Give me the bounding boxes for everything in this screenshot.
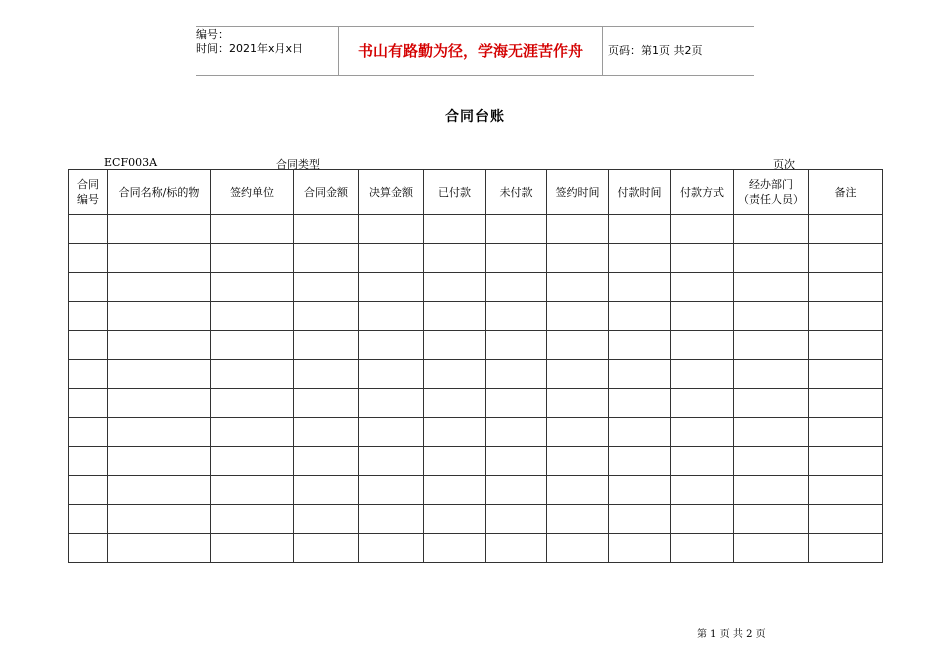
table-cell: [69, 418, 108, 447]
column-header-label: 备注: [834, 185, 857, 199]
table-cell: [734, 360, 809, 389]
table-cell: [294, 244, 359, 273]
table-cell: [294, 534, 359, 563]
table-cell: [547, 215, 609, 244]
table-cell: [211, 505, 294, 534]
table-cell: [734, 389, 809, 418]
table-cell: [211, 273, 294, 302]
column-header: [211, 170, 294, 215]
table-cell: [547, 244, 609, 273]
table-cell: [671, 418, 734, 447]
table-cell: [486, 447, 547, 476]
table-cell: [69, 389, 108, 418]
table-cell: [69, 302, 108, 331]
table-cell: [359, 505, 424, 534]
table-row: [69, 360, 883, 389]
table-cell: [547, 418, 609, 447]
table-cell: [734, 418, 809, 447]
table-row: [69, 447, 883, 476]
table-cell: [424, 418, 486, 447]
table-cell: [734, 476, 809, 505]
table-cell: [486, 331, 547, 360]
column-header-label: 付款方式: [680, 185, 724, 199]
column-header: [69, 170, 108, 215]
table-cell: [609, 534, 671, 563]
page-header: [196, 26, 754, 76]
table-cell: [809, 447, 883, 476]
table-cell: [359, 476, 424, 505]
table-cell: [294, 302, 359, 331]
table-cell: [211, 302, 294, 331]
table-cell: [609, 418, 671, 447]
table-cell: [734, 302, 809, 331]
table-cell: [294, 389, 359, 418]
column-header-label: 合同: [77, 178, 99, 191]
table-cell: [211, 215, 294, 244]
table-cell: [211, 389, 294, 418]
table-cell: [211, 244, 294, 273]
table-cell: [69, 215, 108, 244]
table-cell: [486, 534, 547, 563]
table-row: [69, 389, 883, 418]
column-header: [609, 170, 671, 215]
table-cell: [424, 302, 486, 331]
column-header: [294, 170, 359, 215]
table-cell: [486, 273, 547, 302]
table-cell: [486, 389, 547, 418]
table-cell: [211, 447, 294, 476]
column-header-label: 经办部门: [749, 178, 793, 191]
table-cell: [734, 534, 809, 563]
table-cell: [294, 331, 359, 360]
table-cell: [809, 302, 883, 331]
table-cell: [211, 418, 294, 447]
column-header: [486, 170, 547, 215]
table-cell: [108, 476, 211, 505]
table-cell: [809, 215, 883, 244]
table-cell: [424, 476, 486, 505]
table-cell: [294, 273, 359, 302]
table-row: [69, 505, 883, 534]
table-row: [69, 476, 883, 505]
column-header: [734, 170, 809, 215]
column-header: [424, 170, 486, 215]
table-cell: [359, 215, 424, 244]
table-cell: [809, 418, 883, 447]
motto-text: 书山有路勤为径，学海无涯苦作舟: [338, 27, 603, 75]
table-cell: [671, 273, 734, 302]
table-cell: [609, 215, 671, 244]
column-header-label: 签约单位: [230, 185, 274, 199]
table-row: [69, 244, 883, 273]
table-header-row: [69, 170, 883, 215]
table-cell: [424, 360, 486, 389]
table-cell: [809, 360, 883, 389]
table-cell: [294, 418, 359, 447]
table-cell: [609, 360, 671, 389]
table-cell: [69, 273, 108, 302]
table-cell: [809, 389, 883, 418]
table-cell: [547, 505, 609, 534]
table-cell: [424, 505, 486, 534]
table-cell: [359, 360, 424, 389]
table-cell: [486, 418, 547, 447]
table-cell: [108, 302, 211, 331]
contract-ledger-table: [68, 169, 883, 563]
table-cell: [294, 476, 359, 505]
column-header-label: 合同金额: [304, 185, 348, 199]
table-cell: [809, 505, 883, 534]
table-cell: [424, 389, 486, 418]
table-cell: [609, 273, 671, 302]
table-cell: [69, 447, 108, 476]
column-header-label: 合同名称/标的物: [118, 185, 200, 199]
table-cell: [671, 244, 734, 273]
table-cell: [108, 505, 211, 534]
column-header: [359, 170, 424, 215]
table-cell: [108, 331, 211, 360]
table-cell: [424, 447, 486, 476]
table-cell: [547, 273, 609, 302]
document-title: 合同台账: [445, 109, 505, 125]
table-cell: [609, 302, 671, 331]
table-cell: [486, 360, 547, 389]
header-info-cell: [196, 27, 338, 75]
table-cell: [108, 244, 211, 273]
table-cell: [809, 534, 883, 563]
table-body: [69, 215, 883, 563]
table-cell: [671, 476, 734, 505]
table-cell: [809, 273, 883, 302]
table-row: [69, 273, 883, 302]
table-cell: [69, 244, 108, 273]
page-number-label: 页次: [773, 158, 795, 171]
table-cell: [547, 447, 609, 476]
contract-type-label: 合同类型: [276, 158, 320, 171]
table-cell: [424, 215, 486, 244]
table-cell: [211, 476, 294, 505]
table-cell: [671, 302, 734, 331]
table-cell: [547, 331, 609, 360]
table-cell: [424, 273, 486, 302]
column-header: [809, 170, 883, 215]
table-cell: [359, 418, 424, 447]
table-cell: [734, 273, 809, 302]
table-cell: [547, 360, 609, 389]
table-cell: [734, 244, 809, 273]
table-cell: [609, 476, 671, 505]
table-cell: [211, 360, 294, 389]
table-row: [69, 418, 883, 447]
table-row: [69, 331, 883, 360]
column-header-label: 决算金额: [369, 185, 413, 199]
table-cell: [108, 447, 211, 476]
table-cell: [671, 331, 734, 360]
table-cell: [671, 389, 734, 418]
table-cell: [609, 447, 671, 476]
table-cell: [359, 273, 424, 302]
table-cell: [211, 534, 294, 563]
column-header-label: 已付款: [438, 185, 471, 199]
page-footer: 第 1 页 共 2 页: [697, 629, 766, 640]
table-cell: [486, 215, 547, 244]
table-cell: [734, 505, 809, 534]
table-cell: [294, 447, 359, 476]
table-cell: [69, 534, 108, 563]
table-cell: [294, 215, 359, 244]
table-cell: [671, 534, 734, 563]
table-cell: [359, 534, 424, 563]
table-cell: [69, 360, 108, 389]
table-cell: [486, 244, 547, 273]
table-cell: [547, 389, 609, 418]
table-cell: [671, 215, 734, 244]
table-cell: [671, 360, 734, 389]
table-cell: [69, 505, 108, 534]
table-row: [69, 534, 883, 563]
table-cell: [809, 244, 883, 273]
page-info: 页码：第1页 共2页: [608, 44, 703, 57]
table-cell: [486, 505, 547, 534]
form-code: ECF003A: [104, 156, 158, 169]
table-cell: [809, 331, 883, 360]
table-cell: [359, 447, 424, 476]
column-header-label: 编号: [77, 193, 99, 206]
table-cell: [108, 273, 211, 302]
time-text: 时间：2021年x月x日: [196, 42, 304, 55]
table-cell: [486, 476, 547, 505]
table-cell: [486, 302, 547, 331]
table-cell: [108, 534, 211, 563]
table-cell: [108, 215, 211, 244]
table-cell: [734, 331, 809, 360]
column-header-label: 签约时间: [555, 185, 600, 199]
table-cell: [609, 244, 671, 273]
column-header: [671, 170, 734, 215]
table-cell: [69, 331, 108, 360]
table-cell: [69, 476, 108, 505]
table-cell: [359, 244, 424, 273]
table-cell: [108, 360, 211, 389]
column-header: [108, 170, 211, 215]
table-row: [69, 215, 883, 244]
table-cell: [547, 302, 609, 331]
table-cell: [211, 331, 294, 360]
table-cell: [294, 505, 359, 534]
table-cell: [424, 331, 486, 360]
table-cell: [108, 389, 211, 418]
table-cell: [424, 534, 486, 563]
table-cell: [671, 505, 734, 534]
table-cell: [359, 331, 424, 360]
table-cell: [547, 534, 609, 563]
table-cell: [734, 447, 809, 476]
table-cell: [547, 476, 609, 505]
table-cell: [108, 418, 211, 447]
number-label: 编号：: [196, 28, 229, 41]
table-cell: [424, 244, 486, 273]
column-header: [547, 170, 609, 215]
column-header-label: 未付款: [499, 185, 533, 199]
table-cell: [609, 331, 671, 360]
table-cell: [671, 447, 734, 476]
table-cell: [809, 476, 883, 505]
table-cell: [359, 389, 424, 418]
table-cell: [734, 215, 809, 244]
table-row: [69, 302, 883, 331]
column-header-label: 付款时间: [617, 185, 662, 199]
table-cell: [294, 360, 359, 389]
column-header-label: （责任人员）: [738, 193, 804, 206]
table-cell: [609, 505, 671, 534]
table-cell: [609, 389, 671, 418]
table-cell: [359, 302, 424, 331]
